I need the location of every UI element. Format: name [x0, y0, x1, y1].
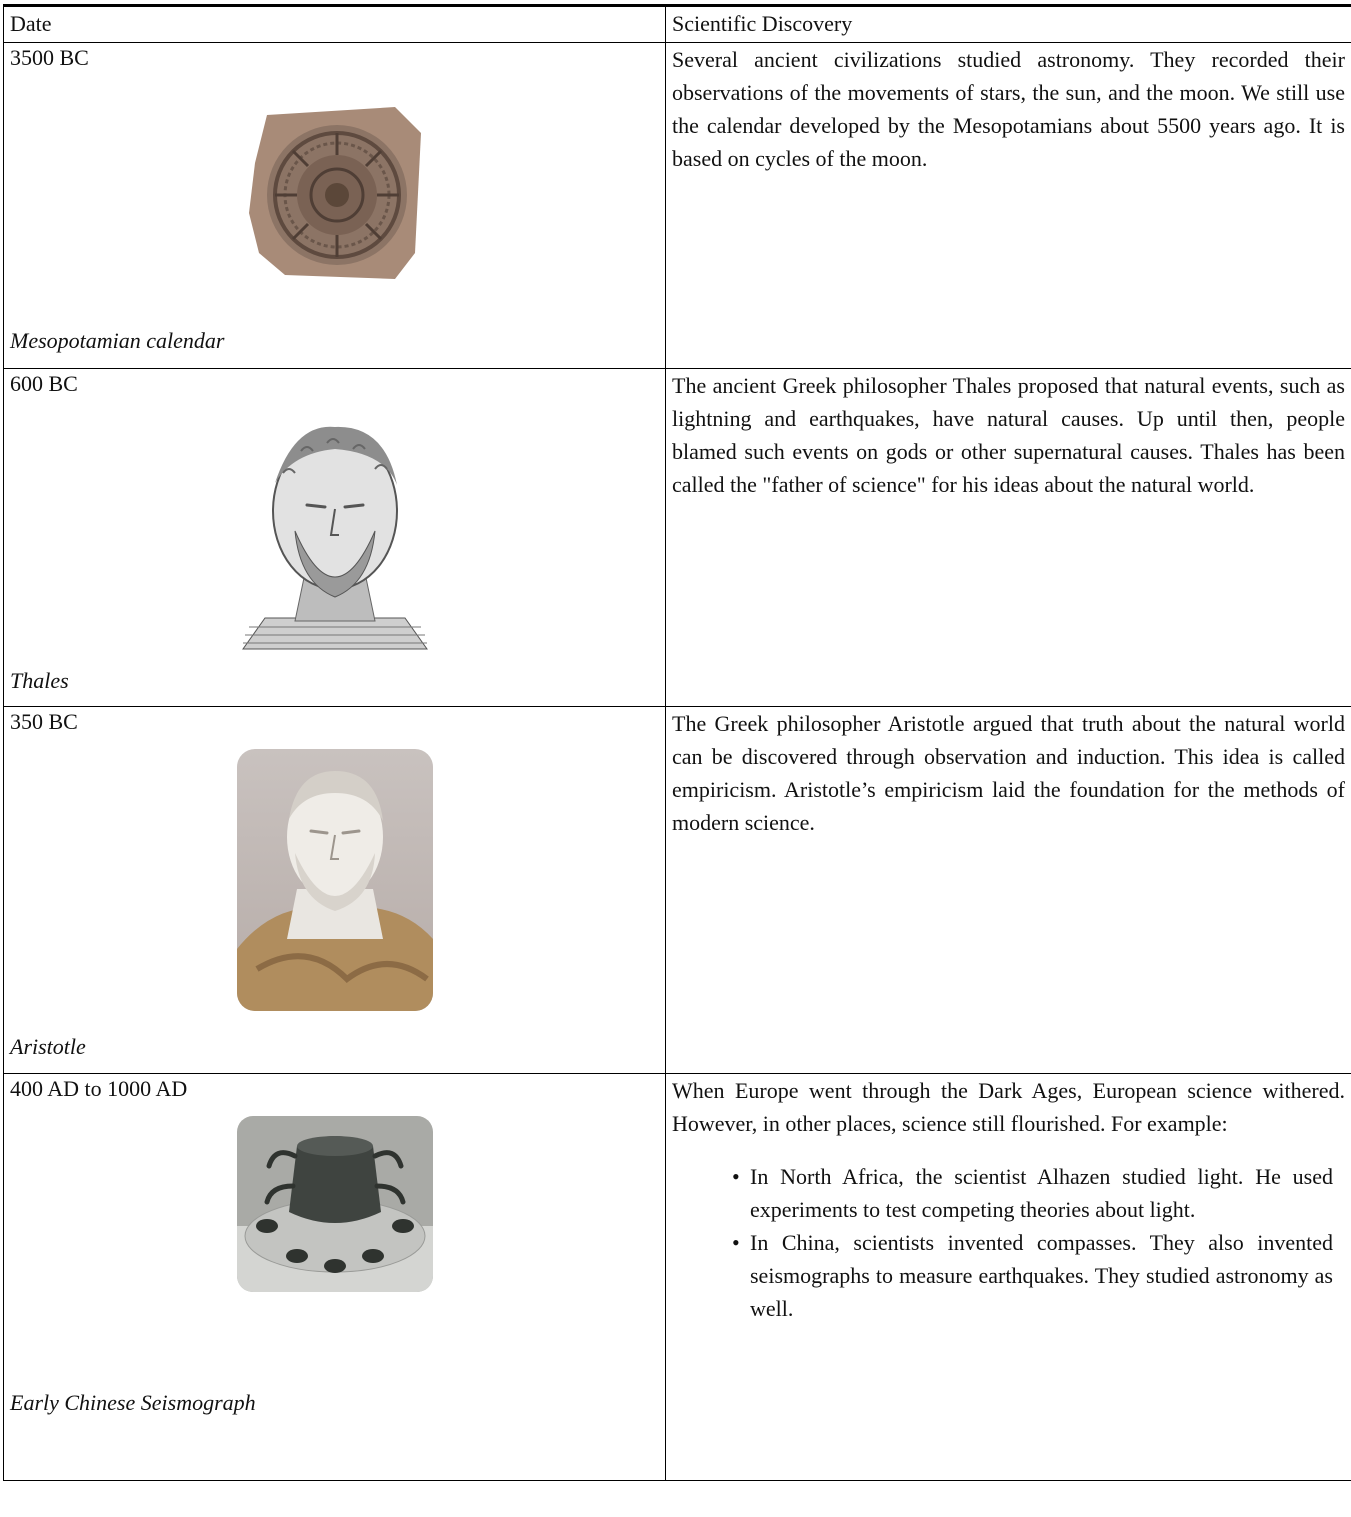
date-label: 400 AD to 1000 AD	[10, 1076, 188, 1101]
image-caption: Early Chinese Seismograph	[10, 1390, 256, 1415]
description-text: The ancient Greek philosopher Thales proposed that natural events, such as lightning and earthquakes, have natural causes. Up until then, people blamed such events on gods or other supernatural causes. Thales has been called the "father of science" for his ideas about the natural world.	[672, 373, 1345, 497]
table-row	[4, 43, 1351, 369]
date-cell	[4, 43, 666, 369]
stone-calendar-image	[4, 103, 665, 283]
description-cell	[666, 707, 1351, 1074]
header-date: Date	[4, 7, 666, 43]
image-caption: Mesopotamian calendar	[10, 328, 225, 353]
header-discovery: Scientific Discovery	[666, 7, 1351, 43]
description-text: The Greek philosopher Aristotle argued that truth about the natural world can be discovered through observation and induction. This idea is called empiricism. Aristotle’s empiricism laid the foundation for the methods of modern science.	[672, 711, 1345, 835]
date-label: 350 BC	[10, 709, 78, 734]
list-item: • In North Africa, the scientist Alhazen studied light. He used experiments to test competing theories about light.	[750, 1160, 1345, 1226]
description-text: Several ancient civilizations studied astronomy. They recorded their observations of the movements of stars, the sun, and the moon. We still use the calendar developed by the Mesopotamians about 5500 years ago. It is based on cycles of the moon.	[672, 47, 1345, 171]
date-label: 3500 BC	[10, 45, 89, 70]
header-row	[4, 7, 1351, 43]
date-cell	[4, 1074, 666, 1481]
date-cell	[4, 369, 666, 707]
table-row	[4, 1074, 1351, 1481]
thales-engraving-image	[4, 413, 665, 653]
description-text: When Europe went through the Dark Ages, European science withered. However, in other places, science still flourished. For example:	[672, 1078, 1345, 1136]
date-label: 600 BC	[10, 371, 78, 396]
discovery-timeline-table	[3, 6, 1351, 1481]
description-cell	[666, 1074, 1351, 1481]
table-row	[4, 707, 1351, 1074]
list-item: • In China, scientists invented compasses. They also invented seismographs to measure earthquakes. They studied astronomy as well.	[750, 1226, 1345, 1325]
description-cell	[666, 43, 1351, 369]
date-cell	[4, 707, 666, 1074]
bullet-list	[672, 1160, 1345, 1325]
seismograph-image	[4, 1116, 665, 1292]
image-caption: Aristotle	[10, 1034, 86, 1059]
aristotle-bust-image	[4, 749, 665, 1011]
table-row	[4, 369, 1351, 707]
image-caption: Thales	[10, 668, 69, 693]
description-cell	[666, 369, 1351, 707]
